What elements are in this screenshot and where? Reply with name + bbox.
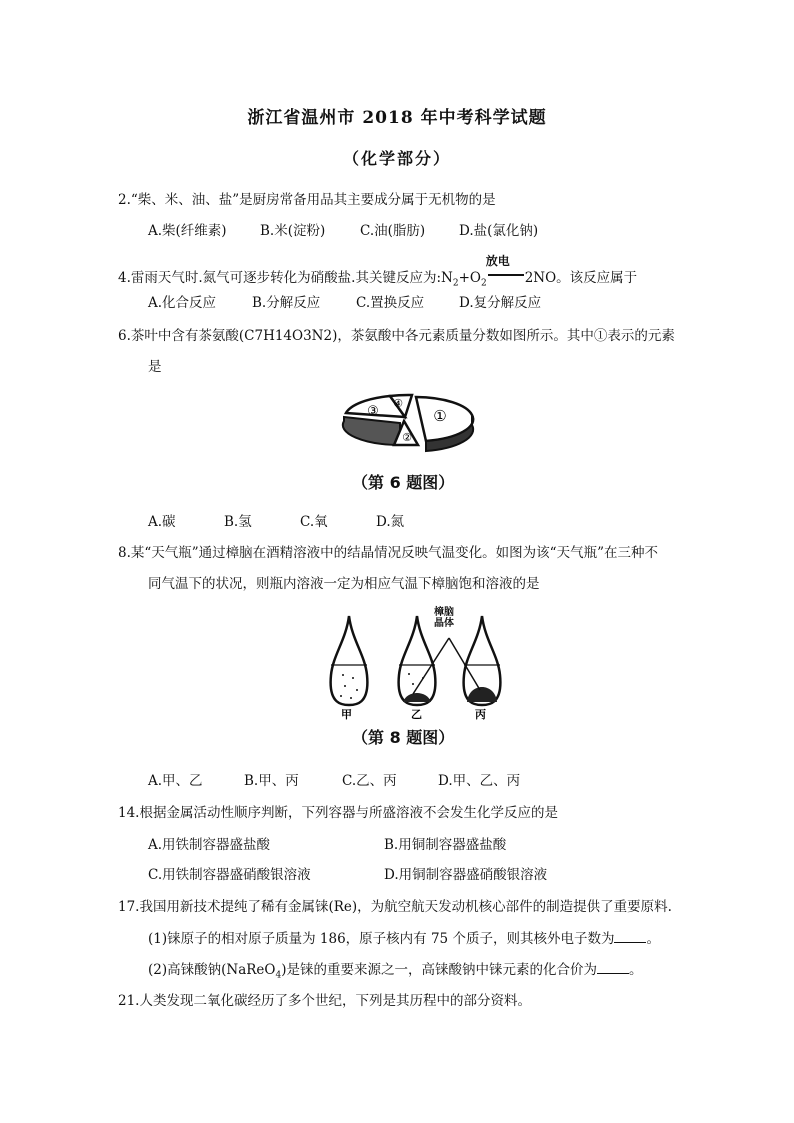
question-17-stem: 17.我国用新技术提纯了稀有金属铼(Re)，为航空航天发动机核心部件的制造提供了重要原料. bbox=[118, 899, 672, 915]
q4-option-a: A.化合反应 bbox=[148, 295, 217, 311]
q2-option-b: B.米(淀粉) bbox=[260, 223, 326, 239]
q4-option-d: D.复分解反应 bbox=[459, 295, 542, 311]
q4-plus-o: +O bbox=[458, 270, 481, 286]
q6-option-c: C.氧 bbox=[300, 514, 328, 530]
q14-option-b: B.用铜制容器盛盐酸 bbox=[384, 837, 507, 853]
q17-sub1-blank bbox=[614, 930, 646, 943]
q8-option-c: C.乙、丙 bbox=[342, 773, 397, 789]
pie-label-4: ④ bbox=[393, 397, 403, 410]
reaction-arrow bbox=[485, 254, 524, 282]
q17-sub2-after: )是铼的重要来源之一，高铼酸钠中铼元素的化合价为 bbox=[281, 962, 597, 978]
q17-sub1 bbox=[148, 927, 660, 947]
question-6-stem-line2: 是 bbox=[148, 359, 162, 375]
q17-sub2-end: 。 bbox=[629, 962, 643, 978]
bottle-jia bbox=[331, 616, 368, 705]
q6-option-d: D.氮 bbox=[376, 514, 405, 530]
bottle-yi bbox=[399, 616, 436, 705]
q4-n2-subscript: 2 bbox=[452, 278, 459, 289]
pie-label-3: ③ bbox=[367, 404, 379, 419]
pie-chart-figure bbox=[330, 385, 480, 460]
q17-sub1-text: (1)铼原子的相对原子质量为 186，原子核内有 75 个质子，则其核外电子数为 bbox=[148, 931, 615, 947]
page-subtitle: （化学部分） bbox=[342, 149, 451, 168]
question-4-stem bbox=[118, 254, 638, 289]
pie-side-left bbox=[343, 417, 400, 445]
reaction-condition: 放电 bbox=[485, 254, 510, 268]
q4-option-c: C.置换反应 bbox=[356, 295, 425, 311]
question-2-stem: 2.“柴、米、油、盐”是厨房常备用品其主要成分属于无机物的是 bbox=[118, 192, 496, 208]
weather-bottles-figure bbox=[315, 610, 515, 722]
q14-option-d: D.用铜制容器盛硝酸银溶液 bbox=[384, 867, 548, 883]
q14-option-a: A.用铁制容器盛盐酸 bbox=[148, 837, 271, 853]
q6-option-b: B.氢 bbox=[224, 514, 252, 530]
q17-sub2-subscript: 4 bbox=[275, 970, 282, 981]
reaction-arrow-line bbox=[488, 274, 524, 276]
q2-option-d: D.盐(氯化钠) bbox=[459, 223, 539, 239]
q4-stem-after: 2NO。该反应属于 bbox=[524, 270, 638, 286]
crystal-label: 樟脑晶体 bbox=[434, 607, 454, 629]
bottle-label-yi: 乙 bbox=[411, 708, 422, 721]
bottle-label-jia: 甲 bbox=[341, 708, 352, 721]
q14-option-c: C.用铁制容器盛硝酸银溶液 bbox=[148, 867, 311, 883]
q17-sub2-before: (2)高铼酸钠(NaReO bbox=[148, 962, 276, 978]
q4-option-b: B.分解反应 bbox=[252, 295, 321, 311]
question-8-stem-line2: 同气温下的状况，则瓶内溶液一定为相应气温下樟脑饱和溶液的是 bbox=[148, 576, 540, 592]
q4-o2-subscript: 2 bbox=[480, 278, 487, 289]
q2-option-a: A.柴(纤维素) bbox=[148, 223, 227, 239]
figure-6-caption: （第 6 题图） bbox=[352, 473, 455, 492]
question-8-stem-line1: 8.某“天气瓶”通过樟脑在酒精溶液中的结晶情况反映气温变化。如图为该“天气瓶”在三种不 bbox=[118, 545, 658, 561]
q4-stem-before: 4.雷雨天气时.氮气可逐步转化为硝酸盐.其关键反应为:N bbox=[118, 270, 453, 286]
question-6-stem-line1: 6.茶叶中含有茶氨酸(C7H14O3N2)，茶氨酸中各元素质量分数如图所示。其中①表示的元素 bbox=[118, 328, 675, 344]
question-21-stem: 21.人类发现二氧化碳经历了多个世纪，下列是其历程中的部分资料。 bbox=[118, 993, 531, 1009]
q17-sub1-end: 。 bbox=[646, 931, 660, 947]
q17-sub2-blank bbox=[597, 961, 629, 974]
figure-8-caption: （第 8 题图） bbox=[352, 728, 455, 747]
question-14-stem: 14.根据金属活动性顺序判断，下列容器与所盛溶液不会发生化学反应的是 bbox=[118, 805, 558, 821]
q6-option-a: A.碳 bbox=[148, 514, 176, 530]
q8-option-a: A.甲、乙 bbox=[148, 773, 203, 789]
q8-option-b: B.甲、丙 bbox=[244, 773, 299, 789]
page-title: 浙江省温州市 2018 年中考科学试题 bbox=[247, 108, 547, 128]
pie-label-1: ① bbox=[433, 407, 447, 425]
pie-label-2: ② bbox=[402, 431, 412, 444]
q8-option-d: D.甲、乙、丙 bbox=[438, 773, 521, 789]
q2-option-c: C.油(脂肪) bbox=[360, 223, 426, 239]
q17-sub2 bbox=[148, 958, 643, 981]
bottle-label-bing: 丙 bbox=[475, 708, 486, 721]
